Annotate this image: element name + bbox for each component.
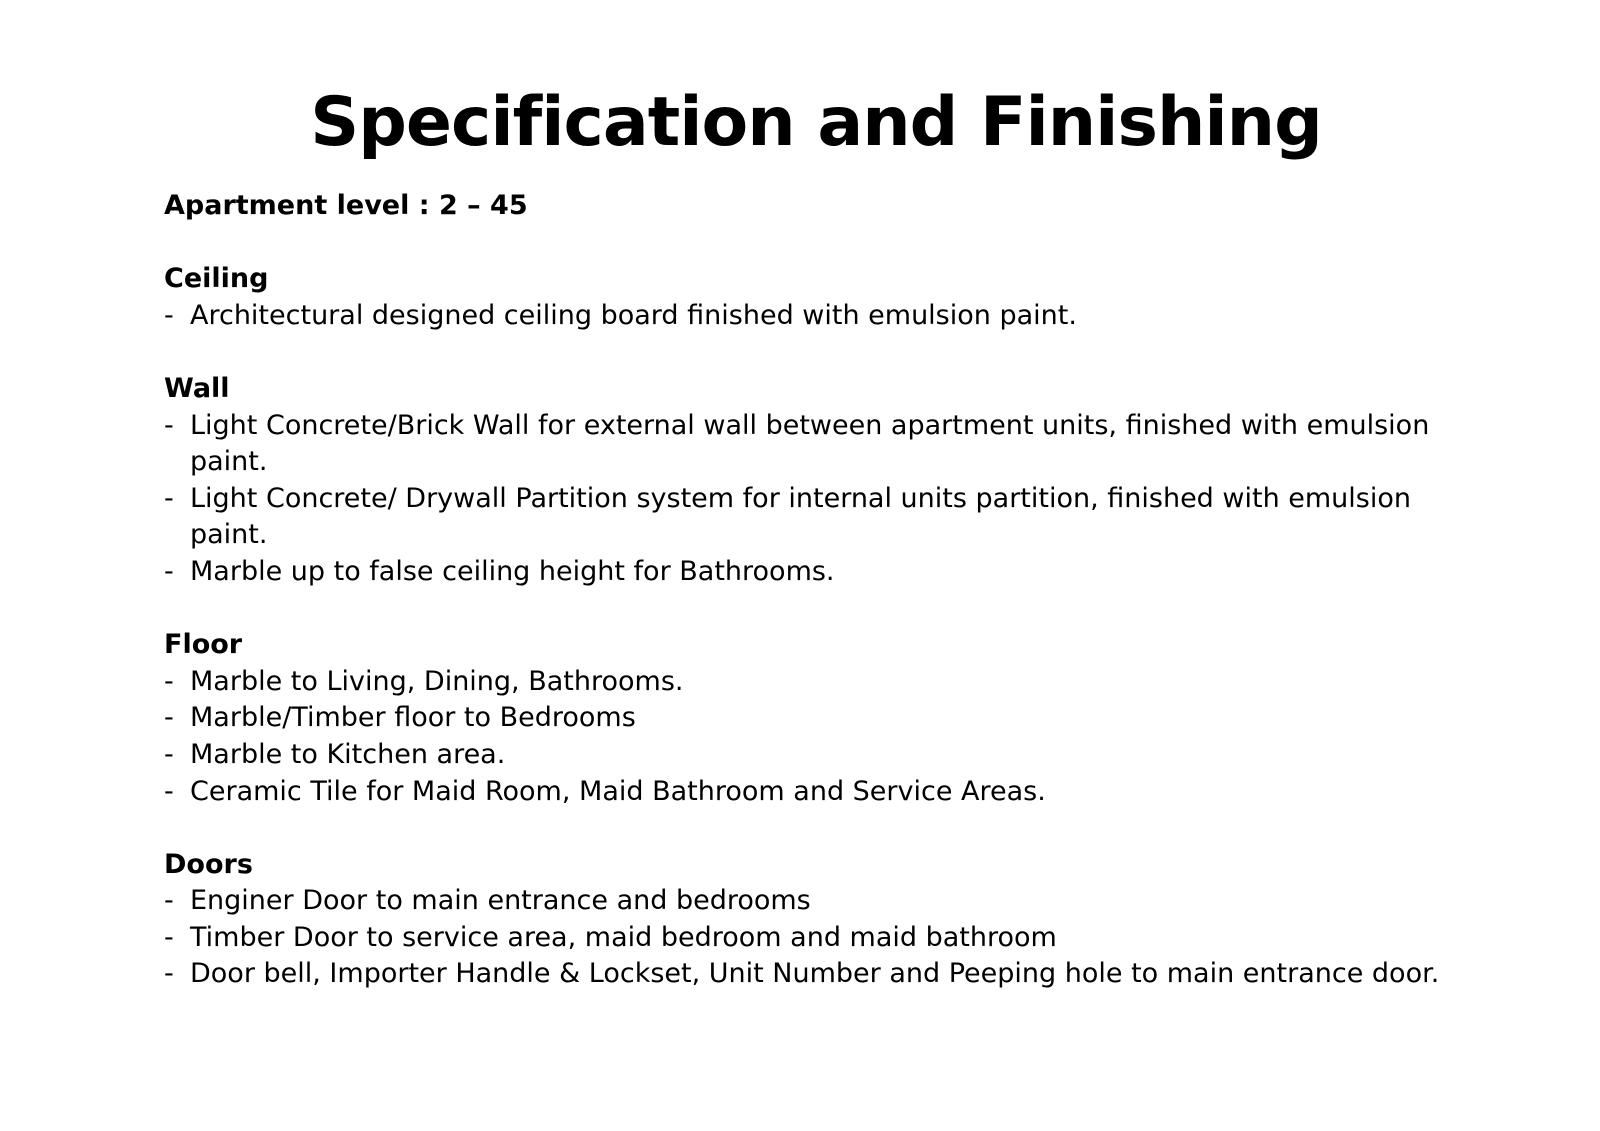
list-item <box>164 920 1484 957</box>
list-item <box>164 408 1484 481</box>
list-item <box>164 554 1484 591</box>
list-item-text: Ceramic Tile for Maid Room, Maid Bathroom and Service Areas. <box>190 775 1046 807</box>
list-item-text: Light Concrete/Brick Wall for external wall between apartment units, finished with emulsion paint. <box>190 409 1430 478</box>
list-item <box>164 664 1484 701</box>
bullet-marker: - <box>164 958 174 990</box>
bullet-marker: - <box>164 409 174 441</box>
bullet-marker: - <box>164 921 174 953</box>
list-item-text: Marble to Kitchen area. <box>190 738 506 770</box>
section-heading-floor: Floor <box>164 629 243 661</box>
section-floor <box>164 627 1484 810</box>
bullet-marker: - <box>164 702 174 734</box>
bullet-marker: - <box>164 738 174 770</box>
list-item <box>164 700 1484 737</box>
list-item-text: Architectural designed ceiling board finished with emulsion paint. <box>190 299 1077 331</box>
list-item <box>164 737 1484 774</box>
section-heading-doors: Doors <box>164 848 253 880</box>
page-title: Specification and Finishing <box>310 83 1322 162</box>
bullet-marker: - <box>164 885 174 917</box>
bullet-marker: - <box>164 665 174 697</box>
list-item-text: Enginer Door to main entrance and bedrooms <box>190 885 811 917</box>
list-item-text: Timber Door to service area, maid bedroom and maid bathroom <box>190 921 1057 953</box>
section-ceiling <box>164 261 1484 334</box>
specification-content <box>164 188 1484 993</box>
list-item <box>164 883 1484 920</box>
list-item <box>164 774 1484 811</box>
section-doors <box>164 847 1484 993</box>
list-item-text: Marble/Timber floor to Bedrooms <box>190 702 636 734</box>
section-heading-wall: Wall <box>164 372 230 404</box>
list-item-text: Marble to Living, Dining, Bathrooms. <box>190 665 684 697</box>
bullet-marker: - <box>164 299 174 331</box>
section-heading-ceiling: Ceiling <box>164 263 269 295</box>
list-item-text: Door bell, Importer Handle & Lockset, Unit Number and Peeping hole to main entrance door. <box>190 958 1440 990</box>
bullet-marker: - <box>164 775 174 807</box>
bullet-marker: - <box>164 555 174 587</box>
apartment-level: Apartment level : 2 – 45 <box>164 190 528 221</box>
section-wall <box>164 371 1484 591</box>
list-item <box>164 481 1484 554</box>
list-item <box>164 956 1484 993</box>
list-item-text: Marble up to false ceiling height for Bathrooms. <box>190 555 835 587</box>
list-item <box>164 298 1484 335</box>
list-item-text: Light Concrete/ Drywall Partition system for internal units partition, finished with emulsion paint. <box>190 482 1411 551</box>
bullet-marker: - <box>164 482 174 514</box>
